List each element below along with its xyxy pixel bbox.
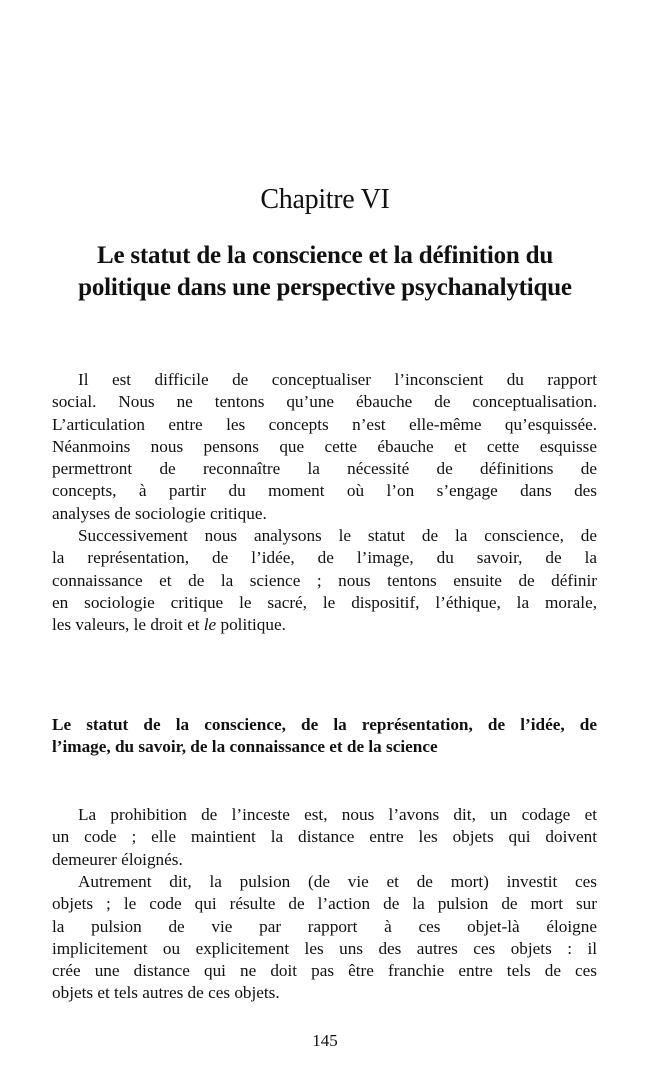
section-heading-line: l’image, du savoir, de la connaissance et de la science (52, 737, 438, 757)
text-line: crée une distance qui ne doit pas être franchie entre tels de ces (52, 961, 597, 981)
text-run: politique. (216, 615, 286, 635)
section-paragraph-1 (52, 804, 597, 871)
intro-paragraph-1 (52, 369, 597, 525)
text-line: Successivement nous analysons le statut de la conscience, de (78, 526, 597, 545)
intro-paragraph-2 (52, 525, 597, 636)
text-line: un code ; elle maintient la distance entre les objets qui doivent (52, 827, 597, 847)
italic-text-run: le (203, 615, 217, 635)
text-line: connaissance et de la science ; nous tentons ensuite de définir (52, 570, 597, 590)
text-line: en sociologie critique le sacré, le dispositif, l’éthique, la morale, (52, 592, 597, 612)
text-line: la pulsion de vie par rapport à ces objet-là éloigne (52, 916, 597, 936)
text-line: Néanmoins nous pensons que cette ébauche et cette esquisse (52, 436, 597, 456)
section-paragraph-2 (52, 871, 597, 1005)
text-line: permettront de reconnaître la nécessité de définitions de (52, 459, 597, 479)
text-line: social. Nous ne tentons qu’une ébauche de conceptualisation. (52, 392, 597, 412)
chapter-title-line: politique dans une perspective psychanalytique (78, 274, 572, 301)
page-number: 145 (312, 1031, 338, 1050)
text-line: La prohibition de l’inceste est, nous l’avons dit, un codage et (78, 805, 597, 824)
chapter-number: Chapitre VI (260, 184, 390, 215)
text-line: concepts, à partir du moment où l’on s’engage dans des (52, 481, 597, 501)
text-line: Il est difficile de conceptualiser l’inconscient du rapport (78, 370, 597, 389)
text-line: analyses de sociologie critique. (52, 503, 267, 523)
text-line: la représentation, de l’idée, de l’image, du savoir, de la (52, 548, 597, 568)
chapter-title (0, 240, 650, 304)
text-run: les valeurs, le droit et (52, 615, 204, 635)
text-line: L’articulation entre les concepts n’est elle-même qu’esquissée. (52, 414, 597, 434)
chapter-title-line: Le statut de la conscience et la définition du (96, 242, 554, 269)
section-heading-line: Le statut de la conscience, de la représentation, de l’idée, de (52, 715, 597, 734)
text-line: Autrement dit, la pulsion (de vie et de mort) investit ces (78, 872, 597, 891)
text-line: demeurer éloignés. (52, 849, 183, 869)
text-line: implicitement ou explicitement les uns des autres ces objets : il (52, 938, 597, 958)
text-line: objets ; le code qui résulte de l’action de la pulsion de mort sur (52, 894, 597, 914)
text-line (52, 614, 597, 636)
section-heading (52, 714, 597, 759)
text-line: objets et tels autres de ces objets. (52, 983, 280, 1003)
